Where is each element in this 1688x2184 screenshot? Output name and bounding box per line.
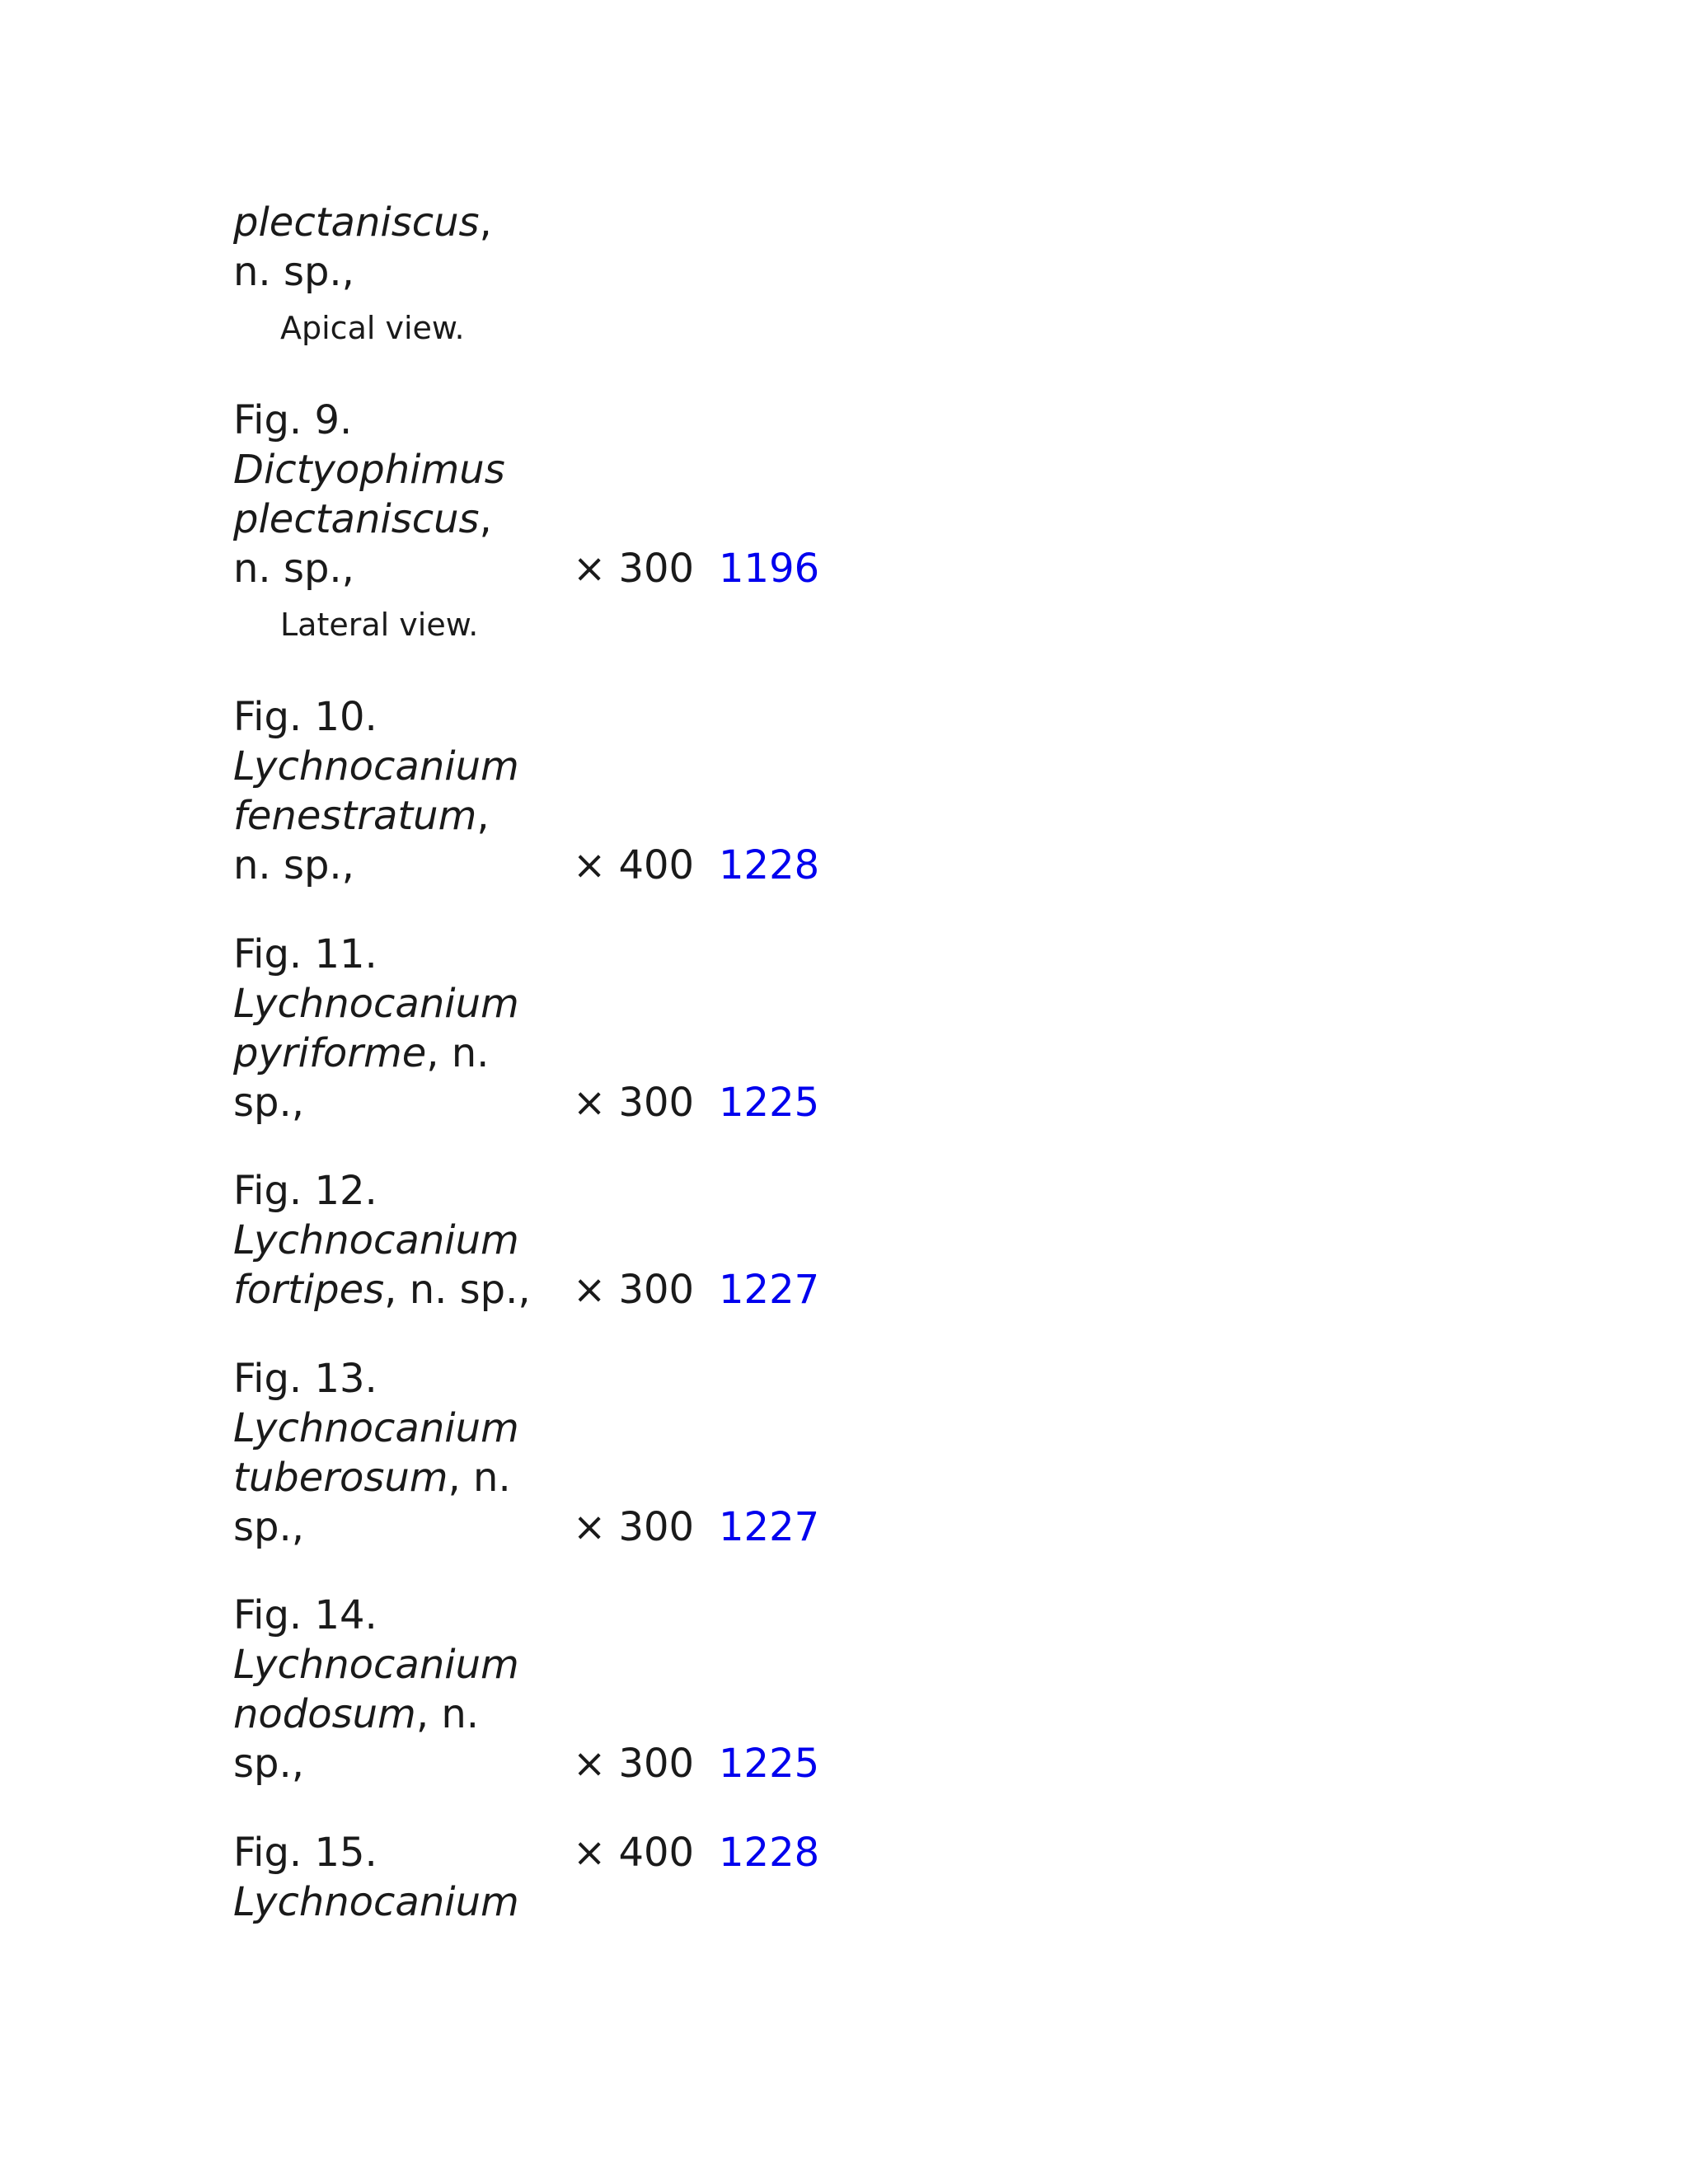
figure-description [233, 198, 538, 297]
magnification: × 300 [573, 546, 695, 592]
species-name: Lychnocanium fortipes [233, 1217, 519, 1313]
figure-label: Fig. 11. [233, 931, 377, 977]
figure-description [233, 930, 538, 1127]
page-link[interactable]: 1227 [719, 1504, 820, 1550]
view-note: Lateral view. [280, 607, 479, 643]
page-link[interactable]: 1225 [719, 1080, 820, 1126]
magnification: × 300 [573, 1504, 695, 1550]
view-note: Apical view. [280, 310, 465, 346]
magnification: × 300 [573, 1741, 695, 1787]
figure-description [233, 1166, 538, 1315]
figure-label: Fig. 14. [233, 1592, 377, 1638]
species-suffix: , n. sp., [233, 1691, 480, 1787]
page-link[interactable]: 1196 [719, 546, 820, 592]
species-name: Dictyophimus plectaniscus [233, 447, 505, 542]
species-suffix: , n. sp., [233, 199, 492, 295]
figure-description [233, 1828, 538, 1927]
figure-label: Fig. 15. [233, 1830, 377, 1876]
species-name: Lychnocanium nodosum [233, 1642, 519, 1737]
species-name: Lychnocanium [233, 1879, 519, 1925]
species-name: Lychnocanium pyriforme [233, 981, 519, 1076]
magnification: × 300 [573, 1080, 695, 1126]
magnification: × 300 [573, 1267, 695, 1313]
magnification: × 400 [573, 1830, 695, 1876]
species-suffix: , n. sp., [233, 496, 492, 592]
species-name: plectaniscus [233, 199, 480, 246]
page-link[interactable]: 1225 [719, 1741, 820, 1787]
figure-description [233, 1354, 538, 1552]
species-name: Lychnocanium fenestratum [233, 743, 519, 839]
page-link[interactable]: 1228 [719, 842, 820, 888]
species-name: Lychnocanium tuberosum [233, 1405, 519, 1501]
species-suffix: , n. sp., [384, 1267, 531, 1313]
figure-description [233, 1591, 538, 1788]
species-suffix: , n. sp., [233, 1030, 490, 1126]
page-link[interactable]: 1227 [719, 1267, 820, 1313]
magnification: × 400 [573, 842, 695, 888]
page-link[interactable]: 1228 [719, 1830, 820, 1876]
figure-label: Fig. 13. [233, 1356, 377, 1402]
figure-description [233, 396, 538, 593]
figure-description [233, 692, 538, 890]
figure-label: Fig. 12. [233, 1168, 377, 1214]
species-suffix: , n. sp., [233, 1455, 511, 1550]
figure-label: Fig. 10. [233, 694, 377, 740]
figure-label: Fig. 9. [233, 397, 353, 443]
species-suffix: , n. sp., [233, 793, 490, 888]
